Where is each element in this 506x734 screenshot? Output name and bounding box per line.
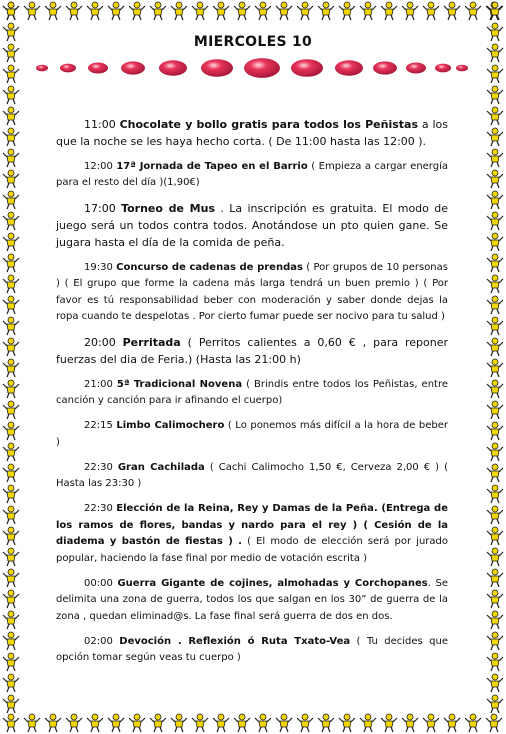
entry-time: 12:00 [84, 160, 113, 172]
entry-description: ( Lo ponemos más difícil a la hora de beber ) [56, 420, 448, 448]
dancing-figure-icon [1, 694, 21, 714]
dancing-figure-icon [463, 1, 483, 21]
document-page [26, 24, 480, 710]
dancing-figure-icon [485, 211, 505, 231]
dancing-figure-icon [400, 1, 420, 21]
dancing-figure-icon [85, 1, 105, 21]
dancing-figure-icon [485, 694, 505, 714]
dancing-figure-icon [148, 713, 168, 733]
bubble-ornament [60, 64, 76, 73]
schedule-entry [56, 460, 448, 493]
bubble-ornament [36, 65, 48, 72]
dancing-figure-icon [485, 442, 505, 462]
schedule-entry [56, 377, 448, 410]
dancing-figure-icon [1, 148, 21, 168]
dancing-figure-icon [485, 610, 505, 630]
entry-description: ( Empieza a cargar energía para el resto del día )(1,90€) [56, 160, 448, 188]
dancing-figure-icon [485, 148, 505, 168]
entry-title: 5ª Tradicional Novena [116, 378, 243, 390]
dancing-figure-icon [211, 713, 231, 733]
entry-title: 17ª Jornada de Tapeo en el Barrio [116, 160, 308, 172]
dancing-figure-icon [379, 713, 399, 733]
entry-description: ( Brindis entre todos los Peñistas, entre canción y canción para ir afinando el cuerpo) [56, 378, 448, 406]
dancing-figure-icon [316, 713, 336, 733]
dancing-figure-icon [485, 505, 505, 525]
dancing-figure-icon [253, 713, 273, 733]
dancing-figure-icon [1, 64, 21, 84]
dancing-figure-icon [358, 1, 378, 21]
entry-description: ( El modo de elección será por jurado popular, haciendo la fase final por medio de votación escrita ) [56, 536, 448, 564]
dancing-figure-icon [274, 713, 294, 733]
dancing-figure-icon [421, 713, 441, 733]
schedule-entry [56, 634, 448, 667]
bubble-ornament [88, 63, 108, 74]
bubble-ornament [201, 59, 233, 77]
dancing-figure-icon [295, 1, 315, 21]
dancing-figure-icon [106, 1, 126, 21]
dancing-figure-icon [190, 1, 210, 21]
dancing-figure-icon [1, 295, 21, 315]
bubble-ornament [291, 59, 323, 77]
dancing-figure-icon [1, 379, 21, 399]
entry-description: ( Cachi Calimocho 1,50 €, Cerveza 2,00 € ) ( Hasta las 23:30 ) [56, 461, 448, 489]
dancing-figure-icon [485, 463, 505, 483]
dancing-figure-icon [1, 274, 21, 294]
entry-description: ( Tu decides que opción tomar según veas tu cuerpo ) [56, 635, 448, 663]
dancing-figure-icon [295, 713, 315, 733]
dancing-figure-icon [1, 358, 21, 378]
dancing-figure-icon [485, 127, 505, 147]
entry-time: 11:00 [84, 118, 116, 131]
dancing-figure-icon [253, 1, 273, 21]
dancing-figure-icon [64, 1, 84, 21]
dancing-figure-icon [485, 400, 505, 420]
entry-title: Guerra Gigante de cojines, almohadas y Corchopanes [117, 577, 428, 589]
dancing-figure-icon [1, 169, 21, 189]
dancing-figure-icon [485, 1, 505, 21]
dancing-figure-icon [400, 713, 420, 733]
entry-description: ( Perritos calientes a 0,60 € , para reponer fuerzas del dia de Feria.) (Hasta las 21:00 h) [56, 336, 449, 366]
dancing-figure-icon [43, 1, 63, 21]
dancing-figure-icon [22, 1, 42, 21]
dancing-figure-icon [485, 169, 505, 189]
dancing-figure-icon [485, 85, 505, 105]
dancing-figure-icon [1, 652, 21, 672]
entry-description: a los que la noche se les haya hecho corta. ( De 11:00 hasta las 12:00 ). [56, 118, 448, 148]
entry-description: . La inscripción es gratuita. El modo de juego será un todos contra todos. Anotándose un pto quien gane. Se jugara hasta el día de la comida de peña. [56, 202, 449, 249]
schedule-entry [56, 116, 448, 150]
dancing-figure-icon [127, 713, 147, 733]
schedule-entry [56, 501, 448, 567]
entry-title: Limbo Calimochero [116, 420, 225, 431]
dancing-figure-icon [1, 463, 21, 483]
decorative-border-bottom [0, 712, 506, 734]
entry-time: 00:00 [84, 577, 113, 589]
dancing-figure-icon [1, 568, 21, 588]
dancing-figure-icon [485, 421, 505, 441]
dancing-figure-icon [358, 713, 378, 733]
dancing-figure-icon [1, 631, 21, 651]
dancing-figure-icon [337, 1, 357, 21]
dancing-figure-icon [1, 526, 21, 546]
schedule-list [56, 116, 448, 675]
dancing-figure-icon [485, 43, 505, 63]
entry-time: 17:00 [84, 202, 116, 215]
dancing-figure-icon [1, 22, 21, 42]
entry-time: 21:00 [84, 378, 113, 390]
bubble-ornament [244, 58, 280, 78]
dancing-figure-icon [485, 337, 505, 357]
dancing-figure-icon [485, 358, 505, 378]
dancing-figure-icon [485, 295, 505, 315]
schedule-entry [56, 159, 448, 192]
schedule-entry [56, 418, 448, 451]
dancing-figure-icon [485, 190, 505, 210]
dancing-figure-icon [485, 106, 505, 126]
dancing-figure-icon [379, 1, 399, 21]
dancing-figure-icon [485, 568, 505, 588]
entry-time: 20:00 [84, 336, 116, 349]
entry-title: Torneo de Mus [121, 202, 216, 215]
entry-time: 22:30 [84, 503, 113, 514]
dancing-figure-icon [485, 589, 505, 609]
dancing-figure-icon [85, 713, 105, 733]
dancing-figure-icon [1, 421, 21, 441]
dancing-figure-icon [1, 190, 21, 210]
bubble-ornament [373, 61, 397, 74]
dancing-figure-icon [127, 1, 147, 21]
dancing-figure-icon [485, 652, 505, 672]
dancing-figure-icon [485, 232, 505, 252]
dancing-figure-icon [485, 22, 505, 42]
dancing-figure-icon [1, 253, 21, 273]
entry-title: Chocolate y bollo gratis para todos los Peñistas [119, 118, 419, 131]
entry-title: Perritada [122, 336, 181, 349]
dancing-figure-icon [1, 85, 21, 105]
bubble-ornament [121, 61, 145, 74]
dancing-figure-icon [106, 713, 126, 733]
decorative-border-top [0, 0, 506, 22]
dancing-figure-icon [1, 610, 21, 630]
dancing-figure-icon [485, 379, 505, 399]
entry-description: . Se delimita una zona de guerra, todos los que salgan en los 30” de guerra de la zona , quedan eliminad@s. La fase final será guerra de dos en dos. [56, 577, 448, 622]
dancing-figure-icon [485, 631, 505, 651]
dancing-figure-icon [1, 43, 21, 63]
dancing-figure-icon [1, 673, 21, 693]
dancing-figure-icon [169, 1, 189, 21]
entry-title: Gran Cachilada [117, 461, 205, 473]
bubble-ornament [435, 64, 451, 73]
dancing-figure-icon [1, 589, 21, 609]
schedule-entry [56, 334, 448, 368]
dancing-figure-icon [148, 1, 168, 21]
dancing-figure-icon [1, 127, 21, 147]
bubble-ornament [159, 60, 187, 75]
dancing-figure-icon [1, 547, 21, 567]
dancing-figure-icon [1, 484, 21, 504]
dancing-figure-icon [211, 1, 231, 21]
dancing-figure-icon [232, 1, 252, 21]
dancing-figure-icon [190, 713, 210, 733]
dancing-figure-icon [485, 526, 505, 546]
entry-time: 22:15 [84, 420, 113, 431]
entry-time: 19:30 [84, 261, 113, 273]
bubble-ornament [456, 65, 468, 72]
bubble-ornament [335, 60, 363, 75]
dancing-figure-icon [316, 1, 336, 21]
dancing-figure-icon [1, 400, 21, 420]
dancing-figure-icon [22, 713, 42, 733]
entry-time: 22:30 [84, 461, 113, 473]
dancing-figure-icon [421, 1, 441, 21]
dancing-figure-icon [463, 713, 483, 733]
dancing-figure-icon [169, 713, 189, 733]
schedule-entry [56, 576, 448, 626]
entry-description: ( Por grupos de 10 personas ) ( El grupo que forme la cadena más larga tendrá un buen premio ) ( Por favor es tú responsabilidad beber con moderación y saber donde dejas la ropa cuando te despelotas . Por cierto fumar puede ser nocivo para tu salud ) [56, 261, 448, 322]
dancing-figure-icon [485, 673, 505, 693]
dancing-figure-icon [1, 232, 21, 252]
bubble-divider [26, 50, 480, 86]
dancing-figure-icon [43, 713, 63, 733]
decorative-border-left [0, 0, 22, 734]
dancing-figure-icon [232, 713, 252, 733]
dancing-figure-icon [1, 106, 21, 126]
dancing-figure-icon [1, 337, 21, 357]
entry-time: 02:00 [84, 635, 113, 647]
bubble-ornament [406, 63, 426, 74]
entry-title: Devoción . Reflexión ó Ruta Txato-Vea [119, 635, 351, 647]
entry-title: Elección de la Reina, Rey y Damas de la Peña. (Entrega de los ramos de flores, bandas y nardo para el rey ) ( Cesión de la diadema y bastón de fiestas ) . [56, 503, 448, 547]
schedule-entry [56, 200, 448, 251]
dancing-figure-icon [1, 505, 21, 525]
dancing-figure-icon [485, 274, 505, 294]
dancing-figure-icon [64, 713, 84, 733]
page-title: MIERCOLES 10 [193, 34, 313, 50]
dancing-figure-icon [274, 1, 294, 21]
dancing-figure-icon [1, 1, 21, 21]
dancing-figure-icon [1, 442, 21, 462]
dancing-figure-icon [485, 484, 505, 504]
schedule-entry [56, 260, 448, 326]
entry-title: Concurso de cadenas de prendas [116, 261, 303, 273]
dancing-figure-icon [485, 64, 505, 84]
decorative-border-right [484, 0, 506, 734]
dancing-figure-icon [442, 713, 462, 733]
dancing-figure-icon [485, 316, 505, 336]
dancing-figure-icon [442, 1, 462, 21]
dancing-figure-icon [485, 547, 505, 567]
dancing-figure-icon [337, 713, 357, 733]
dancing-figure-icon [485, 253, 505, 273]
dancing-figure-icon [1, 211, 21, 231]
dancing-figure-icon [1, 316, 21, 336]
